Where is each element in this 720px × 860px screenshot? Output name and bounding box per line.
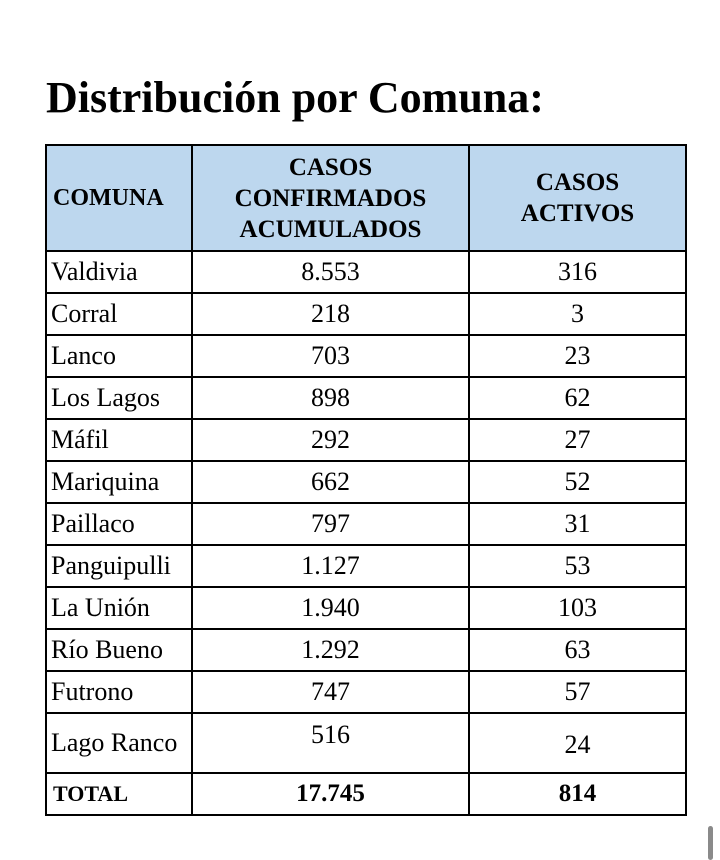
header-confirmados-line: CASOS xyxy=(288,153,373,181)
cell-activos: 24 xyxy=(469,713,686,773)
header-activos-line: CASOS xyxy=(535,169,620,196)
header-activos xyxy=(469,145,686,251)
total-activos: 814 xyxy=(469,773,686,815)
cell-confirmados: 516 xyxy=(192,713,469,773)
cell-confirmados: 1.940 xyxy=(192,587,469,629)
table-row xyxy=(46,671,686,713)
cell-confirmados: 898 xyxy=(192,377,469,419)
cell-activos: 23 xyxy=(469,335,686,377)
cell-comuna: La Unión xyxy=(46,587,192,629)
cell-comuna: Corral xyxy=(46,293,192,335)
table-row xyxy=(46,713,686,773)
cell-activos: 3 xyxy=(469,293,686,335)
cell-confirmados: 1.127 xyxy=(192,545,469,587)
cell-activos: 316 xyxy=(469,251,686,293)
table-header-row xyxy=(46,145,686,251)
table-row xyxy=(46,587,686,629)
cell-confirmados: 1.292 xyxy=(192,629,469,671)
scroll-indicator[interactable] xyxy=(708,826,713,860)
header-confirmados-line: CONFIRMADOS xyxy=(234,184,427,212)
table-row xyxy=(46,335,686,377)
cell-comuna: Máfil xyxy=(46,419,192,461)
header-confirmados xyxy=(192,145,469,251)
table-row xyxy=(46,419,686,461)
table-row xyxy=(46,293,686,335)
cell-comuna: Futrono xyxy=(46,671,192,713)
header-comuna: COMUNA xyxy=(46,145,192,251)
header-confirmados-line: ACUMULADOS xyxy=(239,215,422,243)
cell-comuna: Los Lagos xyxy=(46,377,192,419)
cell-comuna: Lanco xyxy=(46,335,192,377)
cell-activos: 27 xyxy=(469,419,686,461)
distribution-table xyxy=(45,144,687,816)
header-activos-line: ACTIVOS xyxy=(520,200,635,227)
cell-activos: 63 xyxy=(469,629,686,671)
total-label: TOTAL xyxy=(46,773,192,815)
cell-comuna: Paillaco xyxy=(46,503,192,545)
total-confirmados: 17.745 xyxy=(192,773,469,815)
cell-confirmados: 662 xyxy=(192,461,469,503)
table-row xyxy=(46,503,686,545)
table-row xyxy=(46,251,686,293)
cell-activos: 62 xyxy=(469,377,686,419)
cell-confirmados: 8.553 xyxy=(192,251,469,293)
table-row xyxy=(46,545,686,587)
page-title: Distribución por Comuna: xyxy=(46,73,544,122)
table-row xyxy=(46,377,686,419)
cell-confirmados: 218 xyxy=(192,293,469,335)
cell-comuna: Río Bueno xyxy=(46,629,192,671)
table-row xyxy=(46,461,686,503)
cell-comuna: Lago Ranco xyxy=(46,713,192,773)
cell-comuna: Valdivia xyxy=(46,251,192,293)
total-row xyxy=(46,773,686,815)
cell-confirmados: 747 xyxy=(192,671,469,713)
cell-activos: 53 xyxy=(469,545,686,587)
table-row xyxy=(46,629,686,671)
cell-activos: 103 xyxy=(469,587,686,629)
cell-activos: 52 xyxy=(469,461,686,503)
cell-confirmados: 797 xyxy=(192,503,469,545)
cell-activos: 57 xyxy=(469,671,686,713)
cell-comuna: Mariquina xyxy=(46,461,192,503)
cell-comuna: Panguipulli xyxy=(46,545,192,587)
cell-activos: 31 xyxy=(469,503,686,545)
cell-confirmados: 292 xyxy=(192,419,469,461)
cell-confirmados: 703 xyxy=(192,335,469,377)
